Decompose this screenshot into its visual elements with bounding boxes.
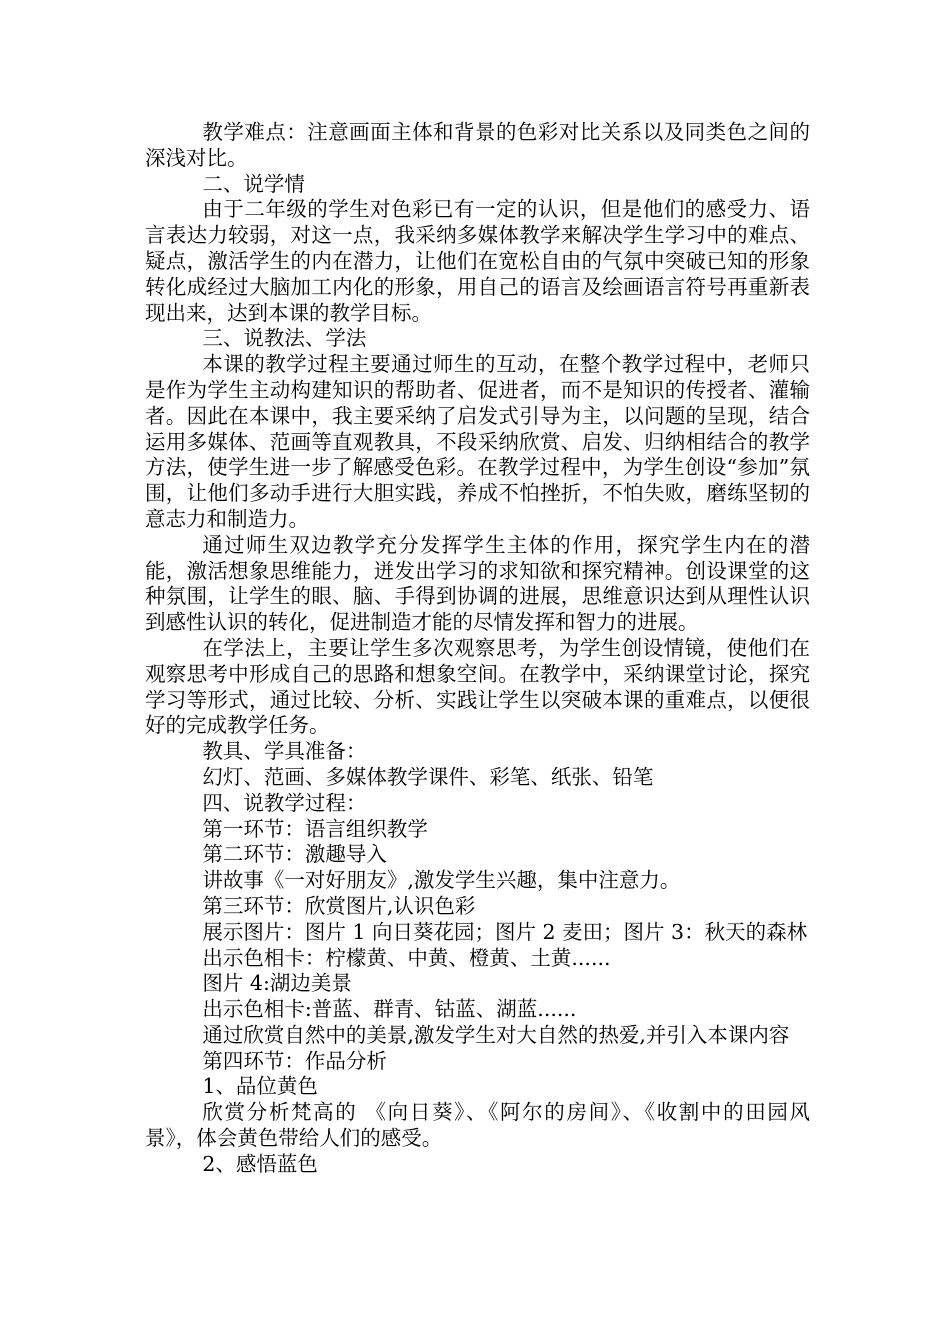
heading-teaching-process: 四、说教学过程： bbox=[202, 790, 367, 815]
list-teaching-aids: 幻灯、范画、多媒体教学课件、彩笔、纸张、铅笔 bbox=[202, 764, 654, 789]
van-gogh-paragraph: 欣赏分析梵高的 《向日葵》、《阿尔的房间》、《收割中的田园风景》，体会黄色带给人们的感受。 bbox=[145, 1100, 810, 1151]
appreciation-line: 通过欣赏自然中的美景,激发学生对大自然的热爱,并引入本课内容 bbox=[202, 1022, 790, 1047]
color-card-yellow: 出示色相卡：柠檬黄、中黄、橙黄、土黄...... bbox=[202, 945, 611, 970]
heading-teaching-methods: 三、说教法、学法 bbox=[202, 326, 367, 351]
yellow-section-heading: 1、品位黄色 bbox=[202, 1074, 318, 1099]
step-three: 第三环节：欣赏图片,认识色彩 bbox=[202, 893, 476, 918]
paragraph-teaching-process-method: 本课的教学过程主要通过师生的互动，在整个教学过程中，老师只是作为学生主动构建知识的帮助者、促进者，而不是知识的传授者、灌输者。因此在本课中，我主要采纳了启发式引导为主，以问题的呈现，结合运用多媒体、范画等直观教具，不段采纳欣赏、启发、归纳相结合的教学方法，使学生进一步了解感受色彩。在教学过程中，为学生创设“参加”氛围，让他们多动手进行大胆实践，养成不怕挫折，不怕失败，磨练坚韧的意志力和制造力。 bbox=[145, 352, 810, 531]
story-line: 讲故事《一对好朋友》,激发学生兴趣，集中注意力。 bbox=[202, 868, 681, 893]
color-card-blue: 出示色相卡:普蓝、群青、钴蓝、湖蓝...... bbox=[202, 997, 577, 1022]
paragraph-interaction: 通过师生双边教学充分发挥学生主体的作用，探究学生内在的潜能，激活想象思维能力，迸发出学习的求知欲和探究精神。创设课堂的这种氛围，让学生的眼、脑、手得到协调的进展，思维意识达到从理性认识到感性认识的转化，促进制造才能的尽情发挥和智力的进展。 bbox=[145, 532, 810, 635]
step-four: 第四环节：作品分析 bbox=[202, 1048, 387, 1073]
step-one: 第一环节：语言组织教学 bbox=[202, 816, 428, 841]
paragraph-teaching-difficulty: 教学难点：注意画面主体和背景的色彩对比关系以及同类色之间的深浅对比。 bbox=[145, 120, 810, 170]
show-pictures-line: 展示图片：图片 1 向日葵花园；图片 2 麦田；图片 3：秋天的森林 bbox=[202, 919, 808, 944]
picture-four-line: 图片 4:湖边美景 bbox=[202, 971, 352, 996]
paragraph-student-analysis: 由于二年级的学生对色彩已有一定的认识，但是他们的感受力、语言表达力较弱，对这一点，我采纳多媒体教学来解决学生学习中的难点、疑点，激活学生的内在潜力，让他们在宽松自由的气氛中突破已知的形象转化成经过大脑加工内化的形象，用自己的语言及绘画语言符号再重新表现出来，达到本课的教学目标。 bbox=[145, 197, 810, 325]
step-two: 第二环节：激趣导入 bbox=[202, 842, 387, 867]
blue-section-heading: 2、感悟蓝色 bbox=[202, 1151, 318, 1176]
heading-teaching-aids: 教具、学具准备： bbox=[202, 739, 367, 764]
heading-student-analysis: 二、说学情 bbox=[202, 171, 305, 196]
document-body bbox=[145, 120, 810, 1178]
paragraph-learning-method: 在学法上，主要让学生多次观察思考，为学生创设情镜，使他们在观察思考中形成自己的思路和想象空间。在教学中，采纳课堂讨论，探究学习等形式，通过比较、分析、实践让学生以突破本课的重难点，以便很好的完成教学任务。 bbox=[145, 635, 810, 738]
